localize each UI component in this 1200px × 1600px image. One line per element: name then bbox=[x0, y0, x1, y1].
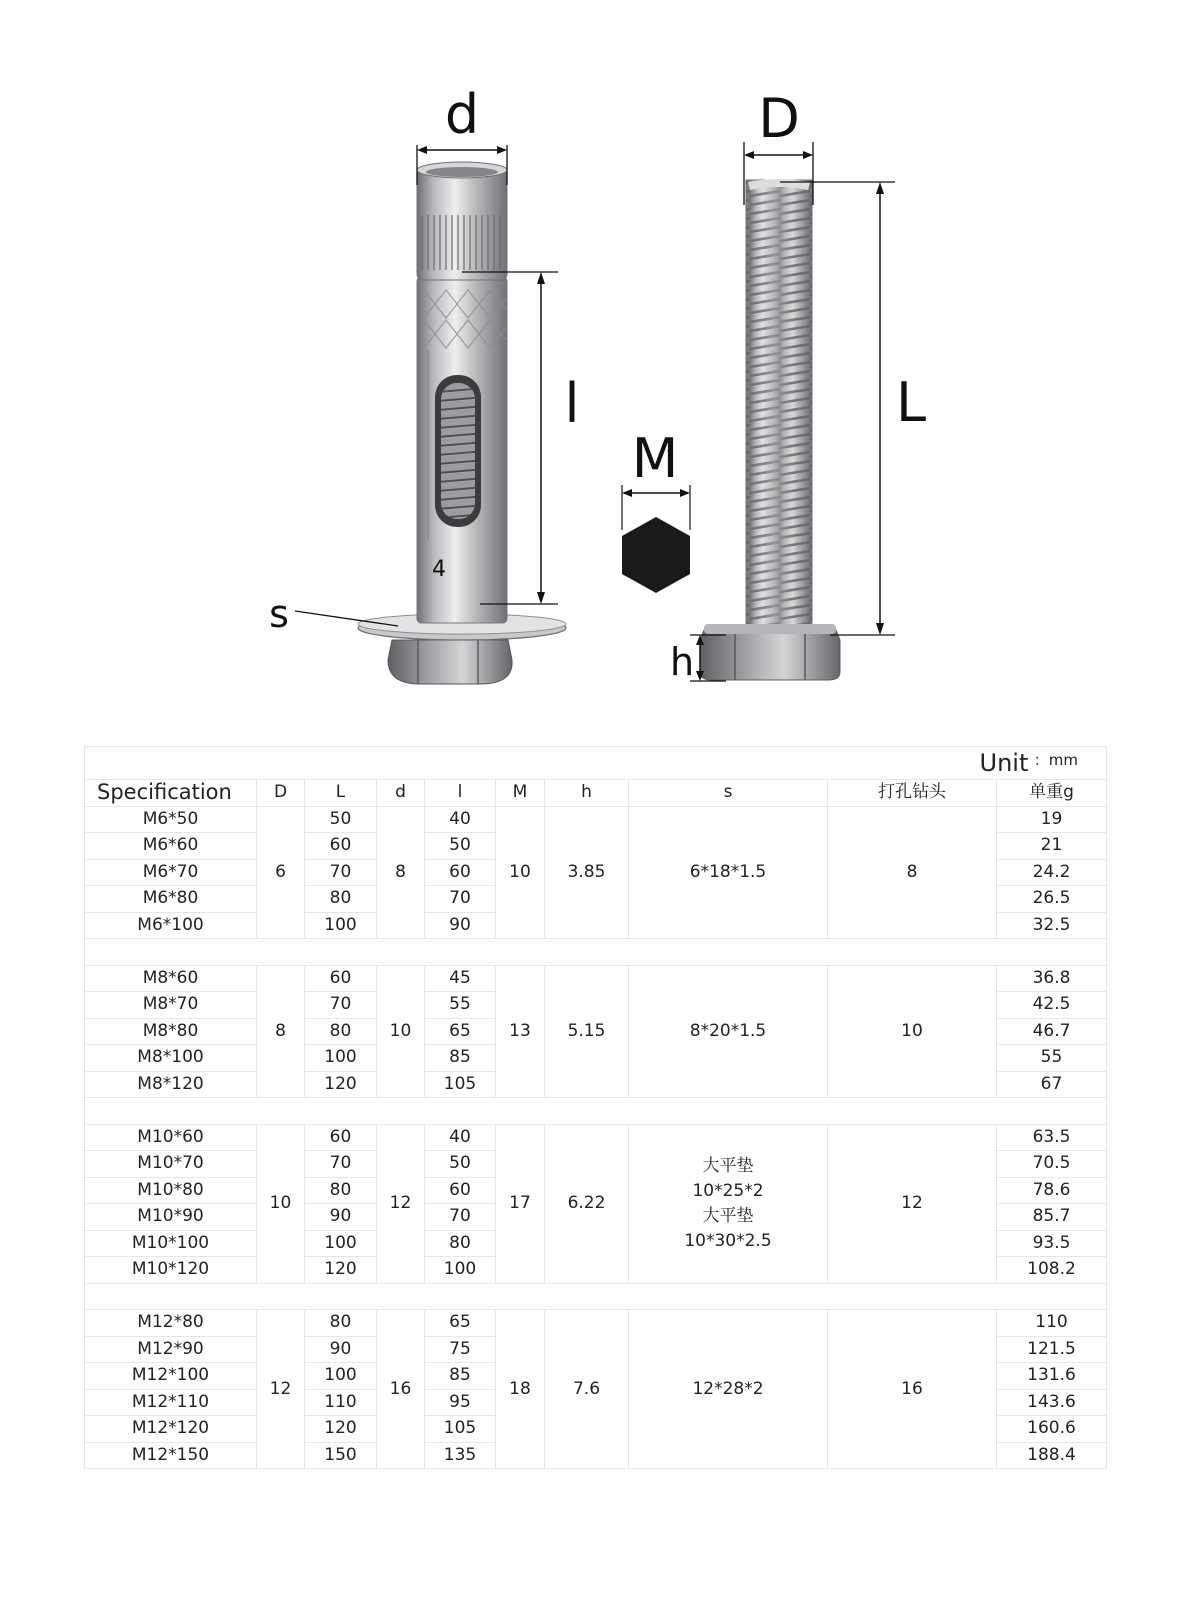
cell-l: 90 bbox=[425, 912, 496, 939]
cell-specification: M6*100 bbox=[85, 912, 257, 939]
cell-specification: M8*70 bbox=[85, 992, 257, 1019]
cell-l: 105 bbox=[425, 1071, 496, 1098]
unit-row bbox=[85, 747, 1107, 780]
cell-M: 17 bbox=[496, 1124, 545, 1283]
cell-L: 120 bbox=[305, 1416, 377, 1443]
cell-h: 3.85 bbox=[545, 806, 629, 939]
label-L: L bbox=[895, 371, 927, 434]
label-l: l bbox=[564, 372, 580, 435]
washer-spec-line: 6*18*1.5 bbox=[689, 861, 767, 882]
table-row bbox=[85, 1310, 1107, 1337]
cell-h: 7.6 bbox=[545, 1310, 629, 1469]
anchor-bolt-diagram bbox=[0, 0, 1200, 720]
cell-l: 65 bbox=[425, 1018, 496, 1045]
cell-unit-weight: 46.7 bbox=[997, 1018, 1107, 1045]
cell-l: 55 bbox=[425, 992, 496, 1019]
unit-value: ：mm bbox=[1033, 750, 1078, 769]
cell-specification: M10*80 bbox=[85, 1177, 257, 1204]
cell-l: 95 bbox=[425, 1389, 496, 1416]
cell-l: 85 bbox=[425, 1363, 496, 1390]
cell-L: 60 bbox=[305, 833, 377, 860]
cell-L: 80 bbox=[305, 886, 377, 913]
cell-specification: M12*100 bbox=[85, 1363, 257, 1390]
table-row bbox=[85, 1124, 1107, 1151]
label-d: d bbox=[444, 83, 480, 146]
cell-D: 6 bbox=[257, 806, 305, 939]
hex-bolt bbox=[700, 179, 840, 680]
cell-specification: M8*120 bbox=[85, 1071, 257, 1098]
washer-spec-line: 8*20*1.5 bbox=[689, 1020, 767, 1041]
cell-l: 85 bbox=[425, 1045, 496, 1072]
cell-s bbox=[629, 965, 828, 1098]
cell-l: 50 bbox=[425, 1151, 496, 1178]
cell-s bbox=[629, 1310, 828, 1469]
header-d: d bbox=[377, 780, 425, 807]
cell-specification: M6*60 bbox=[85, 833, 257, 860]
cell-s bbox=[629, 806, 828, 939]
cell-unit-weight: 85.7 bbox=[997, 1204, 1107, 1231]
label-M: M bbox=[631, 427, 679, 490]
label-h: h bbox=[669, 640, 695, 684]
cell-unit-weight: 63.5 bbox=[997, 1124, 1107, 1151]
header-drill-bit: 打孔钻头 bbox=[828, 780, 997, 807]
cell-L: 90 bbox=[305, 1336, 377, 1363]
cell-L: 120 bbox=[305, 1257, 377, 1284]
cell-unit-weight: 67 bbox=[997, 1071, 1107, 1098]
cell-specification: M6*50 bbox=[85, 806, 257, 833]
cell-l: 50 bbox=[425, 833, 496, 860]
spec-table-container bbox=[84, 746, 1106, 1469]
cell-unit-weight: 188.4 bbox=[997, 1442, 1107, 1469]
cell-L: 150 bbox=[305, 1442, 377, 1469]
header-s: s bbox=[629, 780, 828, 807]
cell-d: 8 bbox=[377, 806, 425, 939]
cell-unit-weight: 26.5 bbox=[997, 886, 1107, 913]
cell-M: 13 bbox=[496, 965, 545, 1098]
cell-specification: M12*120 bbox=[85, 1416, 257, 1443]
unit-label: Unit bbox=[979, 748, 1029, 777]
cell-L: 120 bbox=[305, 1071, 377, 1098]
cell-l: 80 bbox=[425, 1230, 496, 1257]
cell-specification: M10*60 bbox=[85, 1124, 257, 1151]
cell-specification: M10*70 bbox=[85, 1151, 257, 1178]
sleeve-anchor bbox=[358, 162, 566, 684]
washer-spec-line: 10*30*2.5 bbox=[684, 1230, 772, 1251]
cell-specification: M8*80 bbox=[85, 1018, 257, 1045]
group-spacer-row bbox=[85, 939, 1107, 966]
cell-l: 60 bbox=[425, 1177, 496, 1204]
cell-unit-weight: 70.5 bbox=[997, 1151, 1107, 1178]
cell-drill-bit: 16 bbox=[828, 1310, 997, 1469]
cell-L: 70 bbox=[305, 992, 377, 1019]
cell-h: 6.22 bbox=[545, 1124, 629, 1283]
cell-s bbox=[629, 1124, 828, 1283]
cell-L: 110 bbox=[305, 1389, 377, 1416]
cell-l: 70 bbox=[425, 1204, 496, 1231]
cell-l: 65 bbox=[425, 1310, 496, 1337]
cell-d: 12 bbox=[377, 1124, 425, 1283]
cell-specification: M12*150 bbox=[85, 1442, 257, 1469]
cell-M: 10 bbox=[496, 806, 545, 939]
cell-unit-weight: 19 bbox=[997, 806, 1107, 833]
cell-L: 70 bbox=[305, 1151, 377, 1178]
cell-l: 70 bbox=[425, 886, 496, 913]
cell-unit-weight: 108.2 bbox=[997, 1257, 1107, 1284]
cell-specification: M12*90 bbox=[85, 1336, 257, 1363]
cell-l: 40 bbox=[425, 806, 496, 833]
cell-L: 50 bbox=[305, 806, 377, 833]
cell-drill-bit: 12 bbox=[828, 1124, 997, 1283]
header-h: h bbox=[545, 780, 629, 807]
cell-unit-weight: 24.2 bbox=[997, 859, 1107, 886]
header-M: M bbox=[496, 780, 545, 807]
cell-unit-weight: 121.5 bbox=[997, 1336, 1107, 1363]
cell-unit-weight: 93.5 bbox=[997, 1230, 1107, 1257]
cell-specification: M6*70 bbox=[85, 859, 257, 886]
cell-l: 40 bbox=[425, 1124, 496, 1151]
group-spacer-row bbox=[85, 1098, 1107, 1125]
washer-spec-line: 大平垫 bbox=[702, 1155, 754, 1176]
cell-specification: M10*100 bbox=[85, 1230, 257, 1257]
spec-table bbox=[84, 746, 1107, 1469]
cell-L: 100 bbox=[305, 1230, 377, 1257]
cell-specification: M12*110 bbox=[85, 1389, 257, 1416]
cell-unit-weight: 42.5 bbox=[997, 992, 1107, 1019]
cell-unit-weight: 110 bbox=[997, 1310, 1107, 1337]
cell-L: 90 bbox=[305, 1204, 377, 1231]
cell-unit-weight: 131.6 bbox=[997, 1363, 1107, 1390]
cell-d: 10 bbox=[377, 965, 425, 1098]
washer-spec-line: 10*25*2 bbox=[692, 1180, 764, 1201]
table-row bbox=[85, 806, 1107, 833]
cell-L: 70 bbox=[305, 859, 377, 886]
label-s: s bbox=[269, 592, 289, 636]
cell-L: 100 bbox=[305, 1045, 377, 1072]
label-D: D bbox=[758, 87, 800, 150]
cell-l: 45 bbox=[425, 965, 496, 992]
cell-unit-weight: 160.6 bbox=[997, 1416, 1107, 1443]
cell-M: 18 bbox=[496, 1310, 545, 1469]
hexagon-icon bbox=[622, 517, 690, 593]
cell-specification: M6*80 bbox=[85, 886, 257, 913]
header-l: l bbox=[425, 780, 496, 807]
washer-spec-line: 12*28*2 bbox=[692, 1378, 764, 1399]
cell-unit-weight: 55 bbox=[997, 1045, 1107, 1072]
table-row bbox=[85, 965, 1107, 992]
cell-unit-weight: 21 bbox=[997, 833, 1107, 860]
cell-specification: M12*80 bbox=[85, 1310, 257, 1337]
header-unit-weight: 单重g bbox=[997, 780, 1107, 807]
group-spacer-row bbox=[85, 1283, 1107, 1310]
cell-D: 10 bbox=[257, 1124, 305, 1283]
cell-l: 135 bbox=[425, 1442, 496, 1469]
cell-unit-weight: 143.6 bbox=[997, 1389, 1107, 1416]
header-L: L bbox=[305, 780, 377, 807]
cell-d: 16 bbox=[377, 1310, 425, 1469]
header-row bbox=[85, 780, 1107, 807]
washer-spec-line: 大平垫 bbox=[702, 1205, 754, 1226]
header-specification: Specification bbox=[85, 780, 257, 807]
cell-unit-weight: 32.5 bbox=[997, 912, 1107, 939]
cell-L: 80 bbox=[305, 1310, 377, 1337]
cell-L: 80 bbox=[305, 1177, 377, 1204]
cell-specification: M10*120 bbox=[85, 1257, 257, 1284]
cell-specification: M10*90 bbox=[85, 1204, 257, 1231]
cell-L: 100 bbox=[305, 912, 377, 939]
cell-h: 5.15 bbox=[545, 965, 629, 1098]
cell-L: 60 bbox=[305, 1124, 377, 1151]
cell-L: 60 bbox=[305, 965, 377, 992]
cell-unit-weight: 36.8 bbox=[997, 965, 1107, 992]
cell-specification: M8*100 bbox=[85, 1045, 257, 1072]
cell-l: 105 bbox=[425, 1416, 496, 1443]
cell-drill-bit: 10 bbox=[828, 965, 997, 1098]
cell-drill-bit: 8 bbox=[828, 806, 997, 939]
header-D: D bbox=[257, 780, 305, 807]
cell-D: 12 bbox=[257, 1310, 305, 1469]
cell-specification: M8*60 bbox=[85, 965, 257, 992]
cell-L: 100 bbox=[305, 1363, 377, 1390]
cell-l: 75 bbox=[425, 1336, 496, 1363]
cell-D: 8 bbox=[257, 965, 305, 1098]
cell-l: 100 bbox=[425, 1257, 496, 1284]
sleeve-marking: 4 bbox=[432, 557, 446, 582]
cell-l: 60 bbox=[425, 859, 496, 886]
cell-L: 80 bbox=[305, 1018, 377, 1045]
cell-unit-weight: 78.6 bbox=[997, 1177, 1107, 1204]
